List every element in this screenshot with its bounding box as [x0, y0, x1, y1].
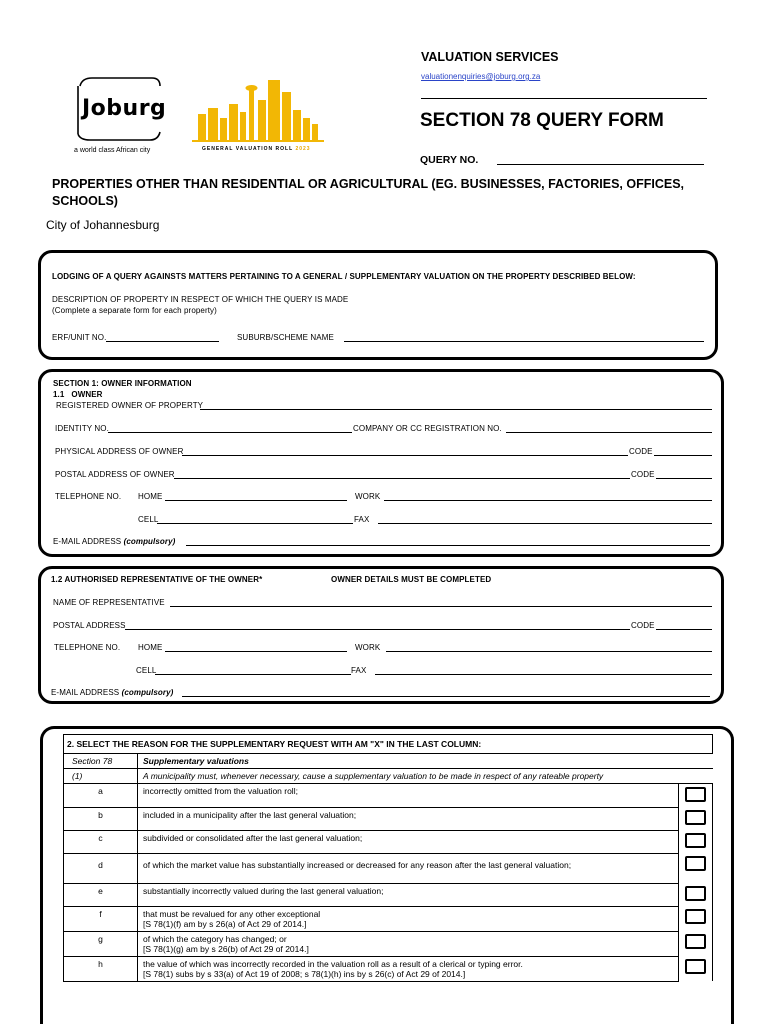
physical-address-field[interactable]: [182, 455, 628, 456]
city-name: City of Johannesburg: [46, 218, 160, 232]
reason-text: that must be revalued for any other exceptional: [143, 908, 321, 919]
cell-label: CELL: [138, 515, 159, 524]
rep-email-compulsory: (compulsory): [121, 688, 174, 697]
rep-fax-label: FAX: [351, 666, 367, 675]
reason-d-cell: [679, 853, 713, 883]
registered-owner-label: REGISTERED OWNER OF PROPERTY: [56, 401, 204, 410]
home-phone-field[interactable]: [165, 500, 347, 501]
reason-letter: e: [64, 883, 138, 906]
reason-ref: [S 78(1)(g) am by s 26(b) of Act 29 of 2014.]: [143, 943, 309, 954]
reason-e-checkbox[interactable]: [685, 886, 706, 901]
erf-field[interactable]: [106, 341, 219, 342]
rep-work-field[interactable]: [386, 651, 712, 652]
owner-details-note: OWNER DETAILS MUST BE COMPLETED: [331, 575, 492, 584]
suburb-field[interactable]: [344, 341, 704, 342]
reason-a-checkbox[interactable]: [685, 787, 706, 802]
company-reg-label: COMPANY OR CC REGISTRATION NO.: [353, 424, 502, 433]
reason-row-d: [64, 853, 713, 883]
reason-text-cell: [138, 931, 679, 956]
reason-c-checkbox[interactable]: [685, 833, 706, 848]
reason-d-checkbox[interactable]: [685, 856, 706, 871]
clause-no: (1): [64, 769, 138, 784]
logo-tagline: a world class African city: [74, 147, 151, 154]
reason-text: the value of which was incorrectly recorded in the valuation roll as a result of a clerical or typing error.: [143, 958, 523, 969]
company-reg-field[interactable]: [506, 432, 712, 433]
property-description-label: DESCRIPTION OF PROPERTY IN RESPECT OF WHICH THE QUERY IS MADE: [52, 295, 349, 304]
rep-email-label-text: E-MAIL ADDRESS: [51, 688, 120, 697]
form-title: SECTION 78 QUERY FORM: [420, 110, 664, 131]
identity-no-field[interactable]: [108, 432, 352, 433]
postal-address-label: POSTAL ADDRESS OF OWNER: [55, 470, 175, 479]
owner-section-title: SECTION 1: OWNER INFORMATION: [53, 379, 192, 388]
reason-text: of which the category has changed; or: [143, 933, 287, 944]
rep-postal-label: POSTAL ADDRESS: [53, 621, 126, 630]
reasons-heading: 2. SELECT THE REASON FOR THE SUPPLEMENTARY REQUEST WITH AM "X" IN THE LAST COLUMN:: [64, 735, 713, 754]
erf-label: ERF/UNIT NO.: [52, 333, 107, 342]
reason-letter: a: [64, 784, 138, 808]
home-label: HOME: [138, 492, 163, 501]
reason-c-cell: [679, 830, 713, 853]
identity-no-label: IDENTITY NO.: [55, 424, 109, 433]
reason-b-checkbox[interactable]: [685, 810, 706, 825]
reason-row-b: [64, 807, 713, 830]
reason-text: subdivided or consolidated after the last general valuation;: [138, 830, 679, 853]
rep-cell-label: CELL: [136, 666, 157, 675]
reason-text: incorrectly omitted from the valuation roll;: [138, 784, 679, 808]
reason-letter: b: [64, 807, 138, 830]
reason-text: substantially incorrectly valued during the last general valuation;: [138, 883, 679, 906]
reason-text: included in a municipality after the last general valuation;: [138, 807, 679, 830]
reason-a-cell: [679, 784, 713, 808]
reason-row-c: [64, 830, 713, 853]
rep-name-label: NAME OF REPRESENTATIVE: [53, 598, 165, 607]
lodging-heading: LODGING OF A QUERY AGAINSTS MATTERS PERTAINING TO A GENERAL / SUPPLEMENTARY VALUATION ON THE PROPERTY DESCRIBED BELOW:: [52, 272, 636, 281]
section-label: Section 78: [64, 754, 138, 769]
rep-code-label: CODE: [631, 621, 655, 630]
city-skyline-icon: [192, 74, 324, 146]
rep-telephone-label: TELEPHONE NO.: [54, 643, 121, 652]
reason-row-a: [64, 784, 713, 808]
telephone-label: TELEPHONE NO.: [55, 492, 122, 501]
skyline-logo: [192, 74, 324, 146]
reason-text-cell: [138, 956, 679, 981]
reason-f-cell: [679, 906, 713, 931]
section-row: [64, 754, 713, 769]
rep-code-field[interactable]: [656, 629, 712, 630]
cell-phone-field[interactable]: [157, 523, 353, 524]
lodging-panel: [38, 250, 718, 360]
email-compulsory: (compulsory): [123, 537, 176, 546]
reason-letter: h: [64, 956, 138, 981]
rep-fax-field[interactable]: [375, 674, 712, 675]
suburb-label: SUBURB/SCHEME NAME: [237, 333, 334, 342]
reason-row-g: [64, 931, 713, 956]
physical-address-label: PHYSICAL ADDRESS OF OWNER: [55, 447, 184, 456]
service-title: VALUATION SERVICES: [421, 50, 559, 64]
rep-name-field[interactable]: [170, 606, 712, 607]
gvr-label: [202, 146, 311, 152]
reasons-table: [63, 734, 713, 982]
reason-text: of which the market value has substantially increased or decreased for any reason after the last general valuation;: [138, 853, 679, 883]
rep-email-label: [51, 688, 173, 697]
reason-letter: d: [64, 853, 138, 883]
rep-cell-field[interactable]: [155, 674, 351, 675]
rep-work-label: WORK: [355, 643, 381, 652]
gvr-label-text: GENERAL VALUATION ROLL: [202, 146, 294, 152]
query-no-field[interactable]: [497, 164, 704, 165]
postal-code-field[interactable]: [656, 478, 712, 479]
reason-letter: g: [64, 931, 138, 956]
reason-row-f: [64, 906, 713, 931]
reasons-heading-row: [64, 735, 713, 754]
physical-code-field[interactable]: [654, 455, 712, 456]
fax-field[interactable]: [378, 523, 712, 524]
service-email-link[interactable]: valuationenquiries@joburg.org.za: [421, 72, 541, 81]
reason-h-checkbox[interactable]: [685, 959, 706, 974]
reason-b-cell: [679, 807, 713, 830]
property-note: (Complete a separate form for each property): [52, 306, 217, 315]
work-phone-field[interactable]: [384, 500, 712, 501]
clause-text: A municipality must, whenever necessary, cause a supplementary valuation to be made in respect of any rateable property: [138, 769, 713, 784]
reason-ref: [S 78(1) subs by s 33(a) of Act 19 of 2008; s 78(1)(h) ins by s 26(c) of Act 29 of 2014.]: [143, 968, 466, 979]
header-divider: [421, 98, 707, 99]
work-label: WORK: [355, 492, 381, 501]
rep-home-field[interactable]: [165, 651, 347, 652]
postal-address-field[interactable]: [174, 478, 630, 479]
owner-sub-title: 1.1 OWNER: [53, 390, 103, 399]
reason-e-cell: [679, 883, 713, 906]
email-label: [53, 537, 175, 546]
email-field[interactable]: [186, 545, 710, 546]
representative-panel: [38, 566, 724, 704]
rep-email-field[interactable]: [182, 696, 710, 697]
query-no-label: QUERY NO.: [420, 154, 479, 166]
owner-panel: [38, 369, 724, 557]
registered-owner-field[interactable]: [200, 409, 712, 410]
clause-row: [64, 769, 713, 784]
physical-code-label: CODE: [629, 447, 653, 456]
gvr-year: 2023: [295, 146, 311, 152]
reason-row-e: [64, 883, 713, 906]
logo-wordmark: Joburg: [82, 96, 167, 121]
reason-h-cell: [679, 956, 713, 981]
fax-label: FAX: [354, 515, 370, 524]
section-title: Supplementary valuations: [138, 754, 679, 769]
rep-postal-field[interactable]: [125, 629, 630, 630]
reason-letter: f: [64, 906, 138, 931]
reason-ref: [S 78(1)(f) am by s 26(a) of Act 29 of 2014.]: [143, 918, 307, 929]
reason-text-cell: [138, 906, 679, 931]
reason-g-checkbox[interactable]: [685, 934, 706, 949]
reason-letter: c: [64, 830, 138, 853]
email-label-text: E-MAIL ADDRESS: [53, 537, 122, 546]
representative-title: 1.2 AUTHORISED REPRESENTATIVE OF THE OWNER*: [51, 575, 263, 584]
section-row-spacer: [679, 754, 713, 769]
rep-home-label: HOME: [138, 643, 163, 652]
reason-f-checkbox[interactable]: [685, 909, 706, 924]
postal-code-label: CODE: [631, 470, 655, 479]
reason-g-cell: [679, 931, 713, 956]
property-type-heading: PROPERTIES OTHER THAN RESIDENTIAL OR AGRICULTURAL (EG. BUSINESSES, FACTORIES, OFFICES, SCHOOLS): [52, 177, 685, 208]
reason-row-h: [64, 956, 713, 981]
